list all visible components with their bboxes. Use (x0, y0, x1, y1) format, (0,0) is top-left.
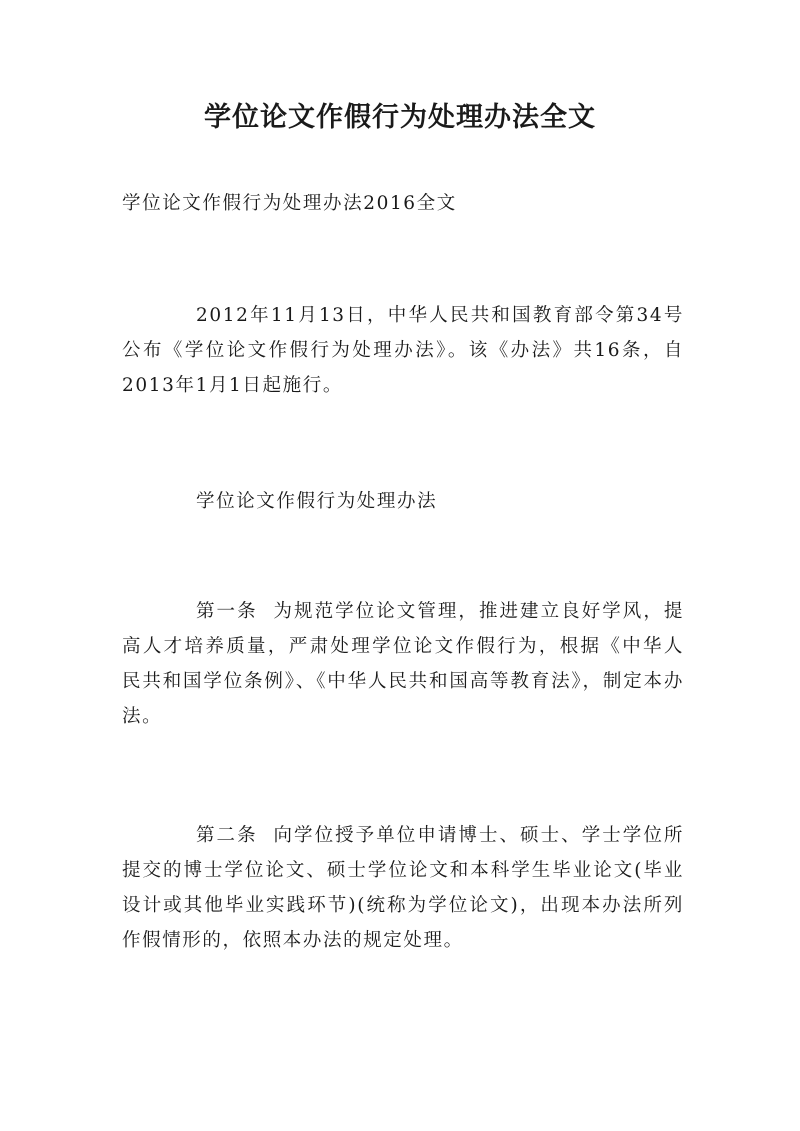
article-1 (122, 594, 684, 734)
article-1-text: 为规范学位论文管理，推进建立良好学风，提高人才培养质量，严肃处理学位论文作假行为，根据《中华人民共和国学位条例》、《中华人民共和国高等教育法》，制定本办法。 (122, 601, 684, 727)
article-2 (122, 818, 684, 958)
article-2-label: 第二条 (196, 825, 258, 846)
intro-paragraph: 2012年11月13日，中华人民共和国教育部令第34号公布《学位论文作假行为处理办法》。该《办法》共16条，自2013年1月1日起施行。 (122, 305, 684, 396)
regulation-name: 学位论文作假行为处理办法 (196, 491, 438, 512)
document-subtitle: 学位论文作假行为处理办法2016全文 (122, 193, 457, 214)
document-title: 学位论文作假行为处理办法全文 (204, 102, 596, 133)
article-1-label: 第一条 (196, 601, 258, 622)
article-2-text: 向学位授予单位申请博士、硕士、学士学位所提交的博士学位论文、硕士学位论文和本科学生毕业论文(毕业设计或其他毕业实践环节)(统称为学位论文)，出现本办法所列作假情形的，依照本办法的规定处理。 (122, 825, 684, 951)
